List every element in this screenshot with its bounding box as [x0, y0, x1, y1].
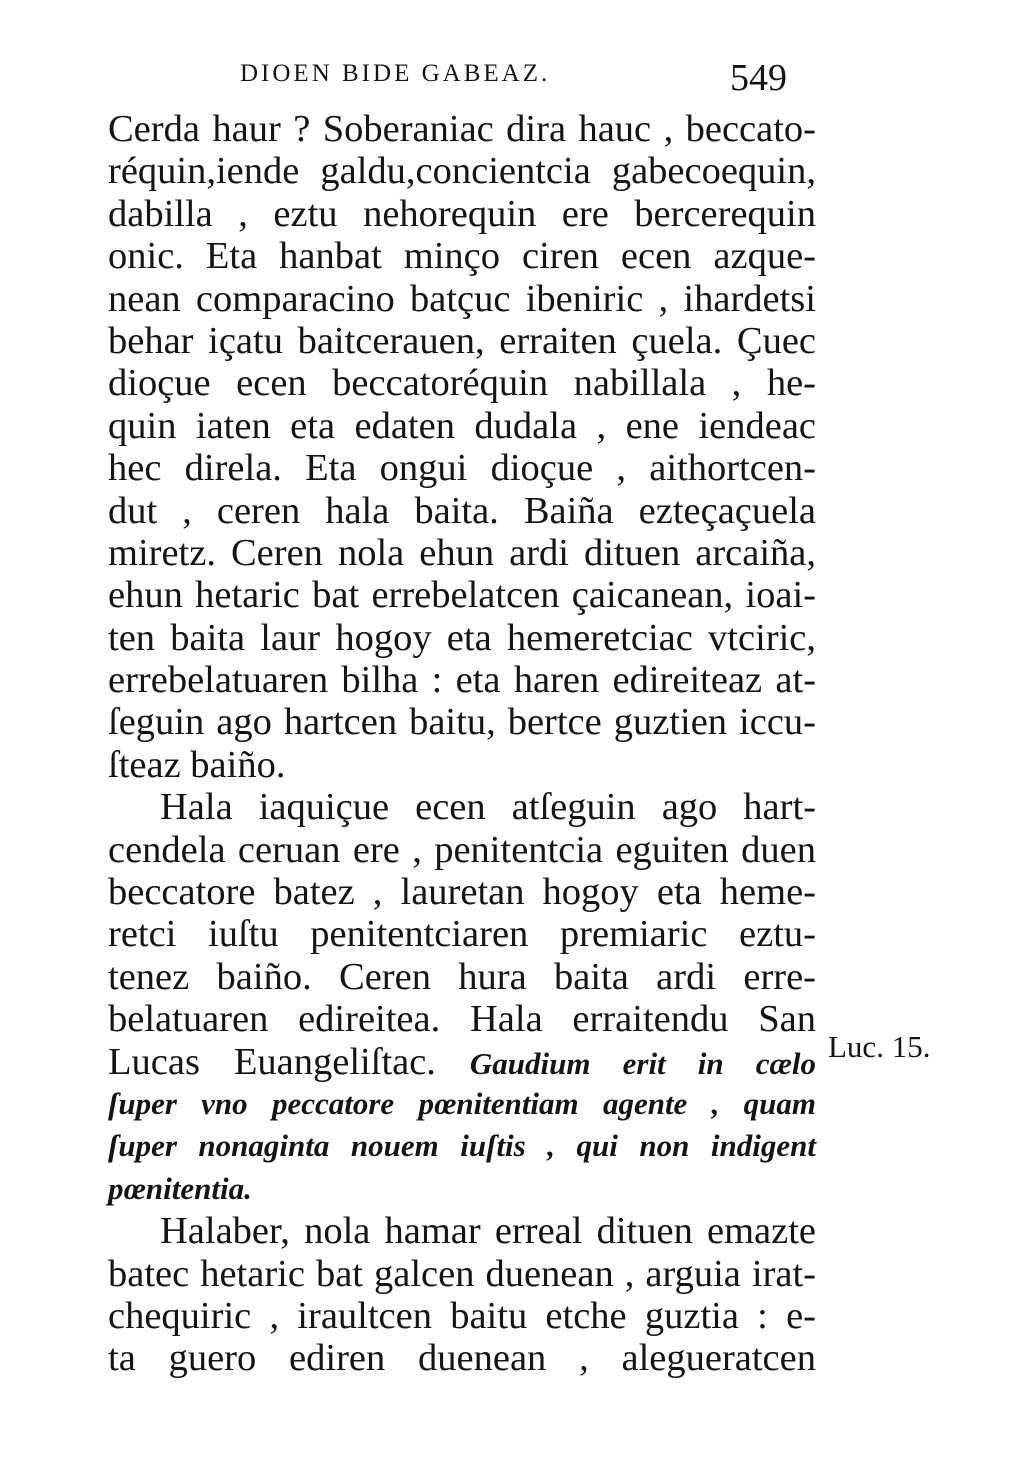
latin-quotation: Gaudium erit in cælo [469, 1045, 816, 1081]
text-line: dioçue ecen beccatoréquin nabillala , he- [108, 362, 816, 405]
text-line-with-quotation [108, 1041, 816, 1083]
running-title: DIOEN BIDE GABEAZ. [240, 60, 551, 87]
text-line: miretz. Ceren nola ehun ardi dituen arcaiña, [108, 531, 816, 574]
text-line: tenez baiño. Ceren hura baita ardi erre- [108, 955, 816, 998]
marginal-note: Luc. 15. [828, 1029, 931, 1064]
text-line: batec hetaric bat galcen duenean , arguia irat- [108, 1252, 816, 1295]
text-line: dut , ceren hala baita. Baiña ezteçaçuela [108, 489, 816, 532]
text-line: cendela ceruan ere , penitentcia eguiten duen [108, 828, 816, 871]
text-line: ta guero ediren duenean , alegueratcen [108, 1337, 816, 1380]
text-line: onic. Eta hanbat minço ciren ecen azque- [108, 235, 816, 278]
running-head [240, 56, 820, 100]
text-segment: Lucas Euangeliſtac. [108, 1040, 436, 1083]
text-line: ſeguin ago hartcen baitu, bertce guztien iccu- [108, 701, 816, 744]
text-line: ten baita laur hogoy eta hemeretciac vtciric, [108, 616, 816, 659]
text-line: chequiric , iraultcen baitu etche guztia : e- [108, 1294, 816, 1337]
latin-quotation-line: ſuper nonaginta nouem iuſtis , qui non indigent [108, 1128, 816, 1164]
text-line: ſteaz baiño. [108, 743, 286, 786]
text-line: Halaber, nola hamar erreal dituen emazte [160, 1210, 816, 1253]
text-line: ehun hetaric bat errebelatcen çaicanean, ioai- [108, 574, 816, 617]
text-line: Hala iaquiçue ecen atſeguin ago hart- [160, 786, 816, 829]
latin-quotation-line: pœnitentia. [108, 1170, 252, 1206]
text-line: dabilla , eztu nehorequin ere bercerequin [108, 192, 816, 235]
text-line: hec direla. Eta ongui dioçue , aithortcen- [108, 447, 816, 490]
text-line: errebelatuaren bilha : eta haren edireiteaz at- [108, 659, 816, 702]
text-line: retci iuſtu penitentciaren premiaric eztu- [108, 913, 816, 956]
text-line: réquin,iende galdu,concientcia gabecoequin, [108, 150, 816, 193]
text-line: nean comparacino batçuc ibeniric , ihardetsi [108, 277, 816, 320]
text-line: belatuaren edireitea. Hala erraitendu San [108, 998, 816, 1041]
latin-quotation-line: ſuper vno peccatore pœnitentiam agente , quam [108, 1085, 816, 1121]
text-line: Cerda haur ? Soberaniac dira hauc , beccato- [108, 108, 816, 150]
text-line: beccatore batez , lauretan hogoy eta heme- [108, 871, 816, 914]
page-number: 549 [730, 57, 787, 99]
text-line: behar içatu baitcerauen, erraiten çuela. Çuec [108, 319, 816, 362]
text-line: quin iaten eta edaten dudala , ene iendeac [108, 404, 816, 447]
body-text [108, 108, 816, 1380]
